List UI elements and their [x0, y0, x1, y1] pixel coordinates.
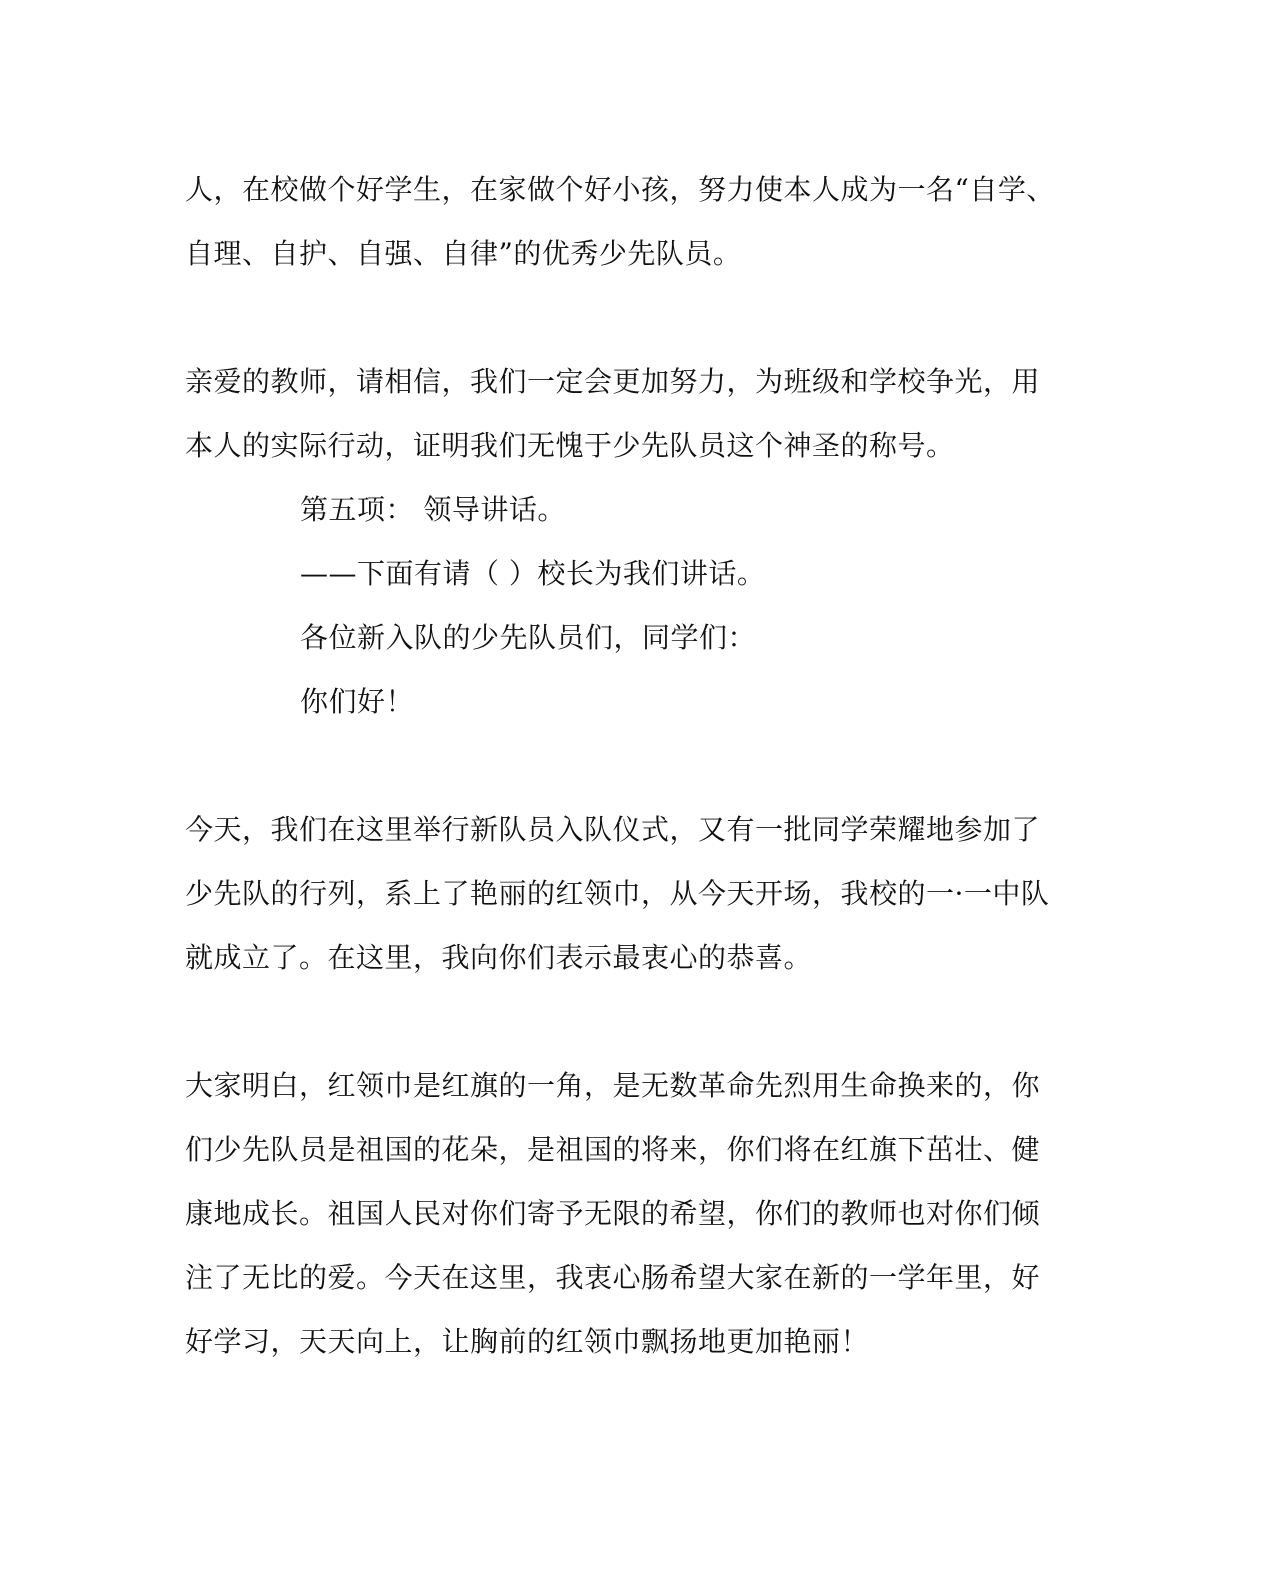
paragraph-1-line-2: 自理、自护、自强、自律”的优秀少先队员。: [185, 237, 742, 270]
paragraph-4-line-5: 好学习，天天向上，让胸前的红领巾飘扬地更加艳丽！: [185, 1325, 870, 1358]
speech-hello: 你们好！: [300, 685, 415, 718]
paragraph-4-line-3: 康地成长。祖国人民对你们寄予无限的希望，你们的教师也对你们倾: [185, 1197, 1041, 1230]
paragraph-1-line-1: 人，在校做个好学生，在家做个好小孩，努力使本人成为一名“自学、: [185, 173, 1055, 206]
paragraph-4-line-2: 们少先队员是祖国的花朵，是祖国的将来，你们将在红旗下茁壮、健: [185, 1133, 1041, 1166]
paragraph-3-line-1: 今天，我们在这里举行新队员入队仪式，又有一批同学荣耀地参加了: [185, 813, 1041, 846]
invitation-line: ——下面有请（ ）校长为我们讲话。: [300, 557, 766, 590]
paragraph-2-line-1: 亲爱的教师，请相信，我们一定会更加努力，为班级和学校争光，用: [185, 365, 1041, 398]
speech-greeting: 各位新入队的少先队员们，同学们：: [300, 621, 757, 654]
paragraph-4-line-4: 注了无比的爱。今天在这里，我衷心肠希望大家在新的一学年里，好: [185, 1261, 1041, 1294]
agenda-item-5: 第五项： 领导讲话。: [300, 493, 566, 526]
paragraph-3-line-3: 就成立了。在这里，我向你们表示最衷心的恭喜。: [185, 941, 813, 974]
paragraph-2-line-2: 本人的实际行动，证明我们无愧于少先队员这个神圣的称号。: [185, 429, 955, 462]
paragraph-3-line-2: 少先队的行列，系上了艳丽的红领巾，从今天开场，我校的一·一中队: [185, 877, 1050, 910]
paragraph-4-line-1: 大家明白，红领巾是红旗的一角，是无数革命先烈用生命换来的，你: [185, 1069, 1041, 1102]
